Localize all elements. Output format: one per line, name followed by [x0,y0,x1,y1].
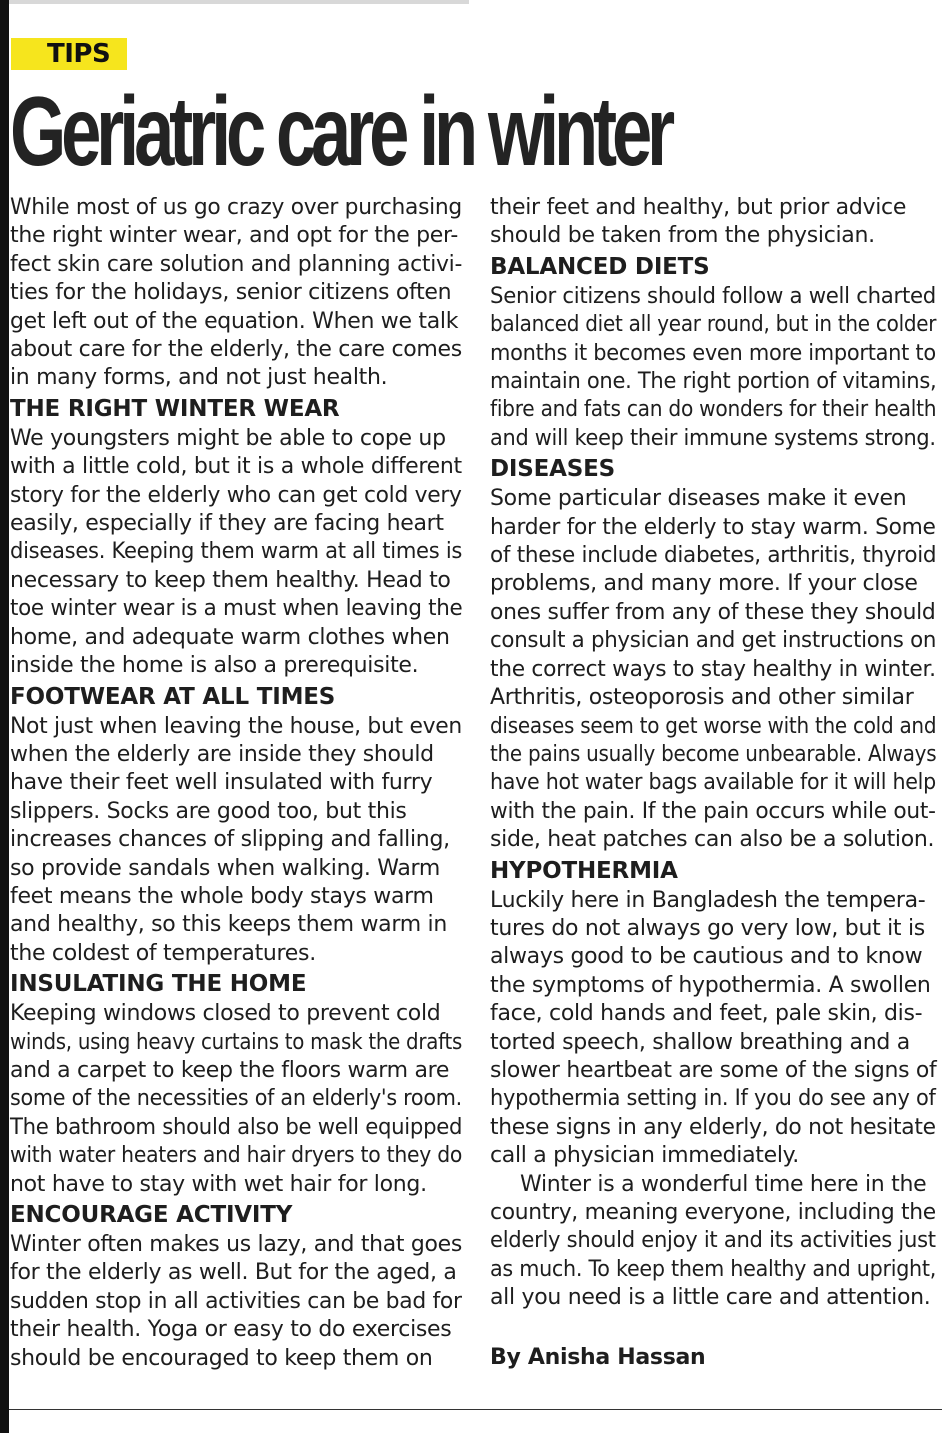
body-text-line: easily, especially if they are facing heart [10,511,444,537]
body-text-line: necessary to keep them healthy. Head to [10,567,451,593]
body-text-line: should be taken from the physician. [490,223,875,249]
byline: By Anisha Hassan [490,1344,706,1370]
body-text-line: the coldest of temperatures. [10,940,316,966]
body-text-line: harder for the elderly to stay warm. Some [490,514,936,540]
body-text-line: consult a physician and get instructions on [490,628,937,654]
body-text-line: and healthy, so this keeps them warm in [10,912,447,938]
body-text-line: get left out of the equation. When we talk [10,308,459,334]
body-text-line: these signs in any elderly, do not hesitate [490,1114,936,1140]
section-heading: HYPOTHERMIA [490,857,678,884]
body-text-line: with water heaters and hair dryers to they do [10,1143,463,1169]
body-text-line: diseases seem to get worse with the cold and [490,713,937,739]
body-text-line: their feet and healthy, but prior advice [490,195,907,220]
body-text-line: inside the home is also a prerequisite. [10,653,419,679]
body-text-line: face, cold hands and feet, pale skin, dis- [490,1001,923,1027]
body-text-line: have hot water bags available for it will help [490,770,936,796]
body-text-line: feet means the whole body stays warm [10,883,434,909]
section-heading: DISEASES [490,456,615,483]
body-text-line: toe winter wear is a must when leaving the [10,596,463,622]
section-heading: INSULATING THE HOME [10,971,307,998]
body-text-line: their health. Yoga or easy to do exercises [10,1317,452,1343]
body-text-line: Winter is a wonderful time here in the [520,1171,927,1197]
body-text-line: call a physician immediately. [490,1143,799,1169]
body-text-line: home, and adequate warm clothes when [10,624,450,650]
body-text-line: torted speech, shallow breathing and a [490,1029,910,1055]
article-column-right [490,194,938,1372]
body-text-line: Luckily here in Bangladesh the tempera- [490,887,926,913]
body-text-line: the right winter wear, and opt for the per- [10,223,459,249]
body-text-line: We youngsters might be able to cope up [10,425,446,451]
body-text-line: fibre and fats can do wonders for their health [490,397,937,423]
body-text-line: should be encouraged to keep them on [10,1345,433,1371]
body-text-line: with a little cold, but it is a whole different [10,454,462,480]
body-text-line: ones suffer from any of these they should [490,599,936,625]
body-text-line: side, heat patches can also be a solution. [490,827,935,853]
body-text-line: Winter often makes us lazy, and that goes [10,1232,463,1257]
body-text-line: slippers. Socks are good too, but this [10,798,407,824]
section-heading: ENCOURAGE ACTIVITY [10,1202,293,1228]
body-text-line: story for the elderly who can get cold very [10,482,462,508]
body-text-line: winds, using heavy curtains to mask the drafts [10,1029,463,1055]
body-text-line: While most of us go crazy over purchasing [10,195,462,220]
body-text-line: and will keep their immune systems strong. [490,425,936,451]
section-heading: FOOTWEAR AT ALL TIMES [10,683,336,710]
headline: Geriatric care in winter [10,76,671,186]
top-rule [9,0,469,4]
body-text-line: the symptoms of hypothermia. A swollen [490,972,931,998]
body-text-line: ties for the holidays, senior citizens often [10,280,452,306]
body-text-line: so provide sandals when walking. Warm [10,855,440,881]
body-text-line: Arthritis, osteoporosis and other similar [490,685,914,711]
body-text-line: Not just when leaving the house, but even [10,713,462,739]
body-text-line: increases chances of slipping and falling, [10,827,450,853]
body-text-line: and a carpet to keep the floors warm are [10,1057,450,1083]
body-text-line: diseases. Keeping them warm at all times is [10,539,463,565]
body-text-line: balanced diet all year round, but in the colder [490,312,937,338]
body-text-line: about care for the elderly, the care comes [10,337,462,363]
body-text-line: tures do not always go very low, but it is [490,915,925,941]
body-text-line: Some particular diseases make it even [490,486,907,512]
body-text-line: problems, and many more. If your close [490,571,918,597]
body-text-line: The bathroom should also be well equipped [10,1114,463,1140]
body-text-line: slower heartbeat are some of the signs of [490,1057,937,1083]
body-text-line: have their feet well insulated with furry [10,770,433,796]
body-text-line: Keeping windows closed to prevent cold [10,1001,441,1027]
body-text-line: with the pain. If the pain occurs while out- [490,798,936,824]
left-margin-bar [0,0,9,1433]
body-text-line: not have to stay with wet hair for long. [10,1171,427,1197]
body-text-line: the pains usually become unbearable. Always [490,741,937,767]
body-text-line: in many forms, and not just health. [10,365,388,391]
body-text-line: the correct ways to stay healthy in winter. [490,656,936,682]
body-text-line: Senior citizens should follow a well charted [490,283,936,309]
body-text-line: maintain one. The right portion of vitamins, [490,369,937,395]
body-text-line: elderly should enjoy it and its activities just [490,1228,936,1254]
bottom-rule [9,1409,942,1410]
body-text-line: of these include diabetes, arthritis, thyroid [490,543,937,569]
body-text-line: when the elderly are inside they should [10,741,434,767]
body-text-line: for the elderly as well. But for the aged, a [10,1260,457,1286]
body-text-line: always good to be cautious and to know [490,944,923,970]
body-text-line: sudden stop in all activities can be bad for [10,1288,462,1314]
body-text-line: hypothermia setting in. If you do see any of [490,1086,936,1112]
section-heading: BALANCED DIETS [490,253,710,280]
section-tag: TIPS [11,38,127,70]
section-heading: THE RIGHT WINTER WEAR [10,395,340,422]
body-text-line: months it becomes even more important to [490,340,936,366]
body-text-line: some of the necessities of an elderly's room. [10,1086,462,1112]
article-column-left [10,194,465,1373]
body-text-line: as much. To keep them healthy and upright, [490,1256,937,1282]
body-text-line: country, meaning everyone, including the [490,1200,936,1225]
body-text-line: all you need is a little care and attention. [490,1285,931,1311]
body-text-line: fect skin care solution and planning activi- [10,251,463,277]
